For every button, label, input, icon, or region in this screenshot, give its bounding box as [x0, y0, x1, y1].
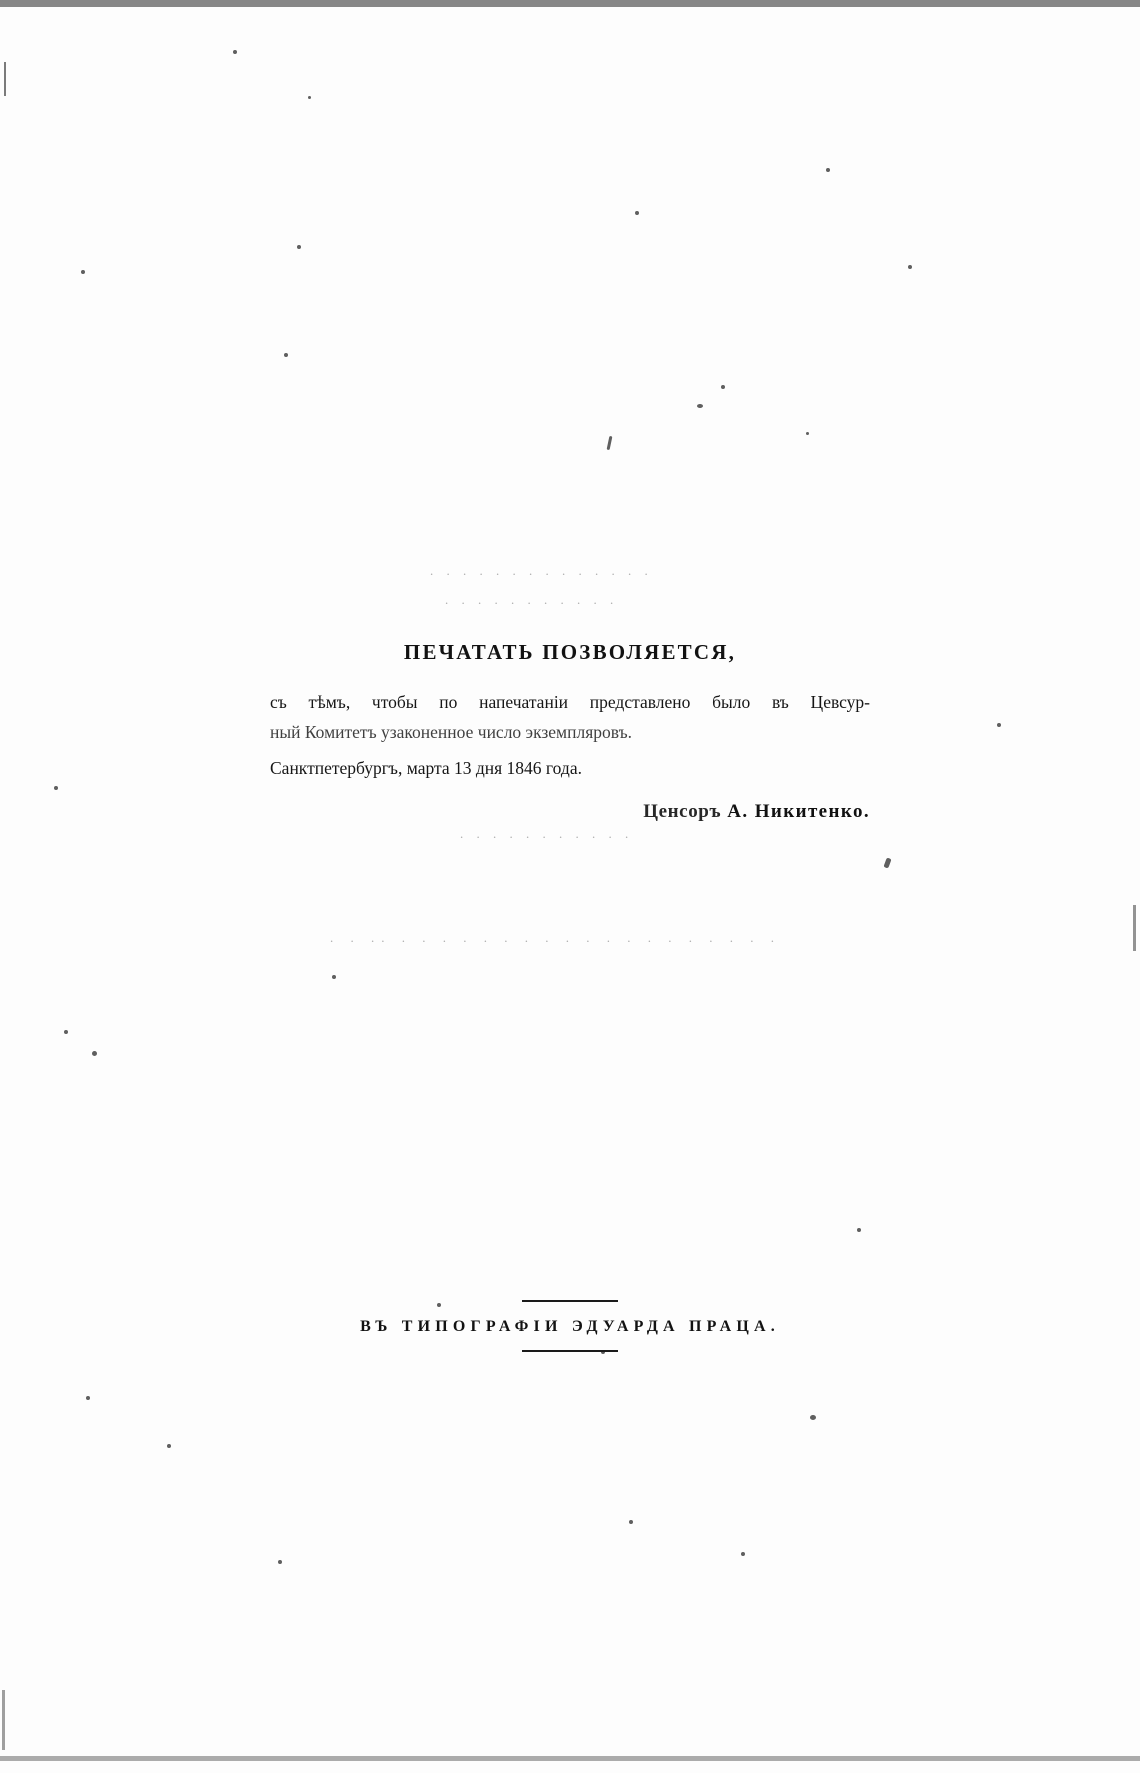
page-edge-artifact: [2, 1690, 5, 1750]
scan-speckle: [297, 245, 301, 249]
scan-speckle: [607, 436, 613, 450]
scan-speckle: [81, 270, 85, 274]
page-edge-artifact: [0, 1756, 1140, 1761]
censor-line-1: съ тѣмъ, чтобы по напечатаніи представлено было въ Цевсур-: [270, 692, 870, 712]
scan-speckle: [635, 211, 639, 215]
scan-speckle: [697, 404, 703, 408]
bleed-through-marks-low: . . .. . . . . . . . . . . . . . . . . . . .: [330, 930, 781, 945]
scan-speckle: [721, 385, 725, 389]
page-edge-artifact: [0, 0, 1140, 7]
censor-line-2: ный Комитетъ узаконенное число экземпляровъ.: [270, 722, 632, 742]
imprint-text: ВЪ ТИПОГРАФІИ ЭДУАРДА ПРАЦА.: [360, 1318, 780, 1335]
censor-place-date: Санктпетербургъ, марта 13 дня 1846 года.: [270, 758, 582, 778]
censor-body: [270, 687, 870, 783]
bleed-through-marks-mid: . . . . . . . . . . .: [445, 592, 619, 607]
scan-speckle: [92, 1051, 97, 1056]
scan-speckle: [86, 1396, 90, 1400]
censor-name: А. Никитенко.: [727, 801, 870, 822]
scan-speckle: [810, 1415, 816, 1420]
censor-role-label: Ценсоръ: [643, 801, 722, 822]
scan-speckle: [167, 1444, 171, 1448]
page-edge-artifact: [4, 62, 6, 96]
scan-speckle: [629, 1520, 633, 1524]
censor-signature: [270, 801, 870, 823]
scan-speckle: [278, 1560, 282, 1564]
scan-speckle: [806, 432, 809, 435]
scan-speckle: [883, 857, 891, 868]
scan-speckle: [741, 1552, 745, 1556]
scan-speckle: [308, 96, 311, 99]
scan-speckle: [908, 265, 912, 269]
scan-speckle: [233, 50, 237, 54]
bleed-through-marks-top: . . . . . . . . . . . . . .: [430, 563, 653, 578]
divider-rule-bottom: [522, 1350, 618, 1352]
scan-speckle: [826, 168, 830, 172]
scan-speckle: [332, 975, 336, 979]
censor-heading: ПЕЧАТАТЬ ПОЗВОЛЯЕТСЯ,: [403, 640, 737, 664]
page-edge-artifact: [1133, 905, 1136, 951]
scan-speckle: [857, 1228, 861, 1232]
bleed-through-marks-under-signature: . . . . . . . . . . .: [460, 826, 634, 841]
scan-speckle: [284, 353, 288, 357]
divider-rule-top: [522, 1300, 618, 1302]
printer-imprint: [0, 1300, 1140, 1352]
scan-speckle: [64, 1030, 68, 1034]
censor-notice: [0, 640, 1140, 823]
